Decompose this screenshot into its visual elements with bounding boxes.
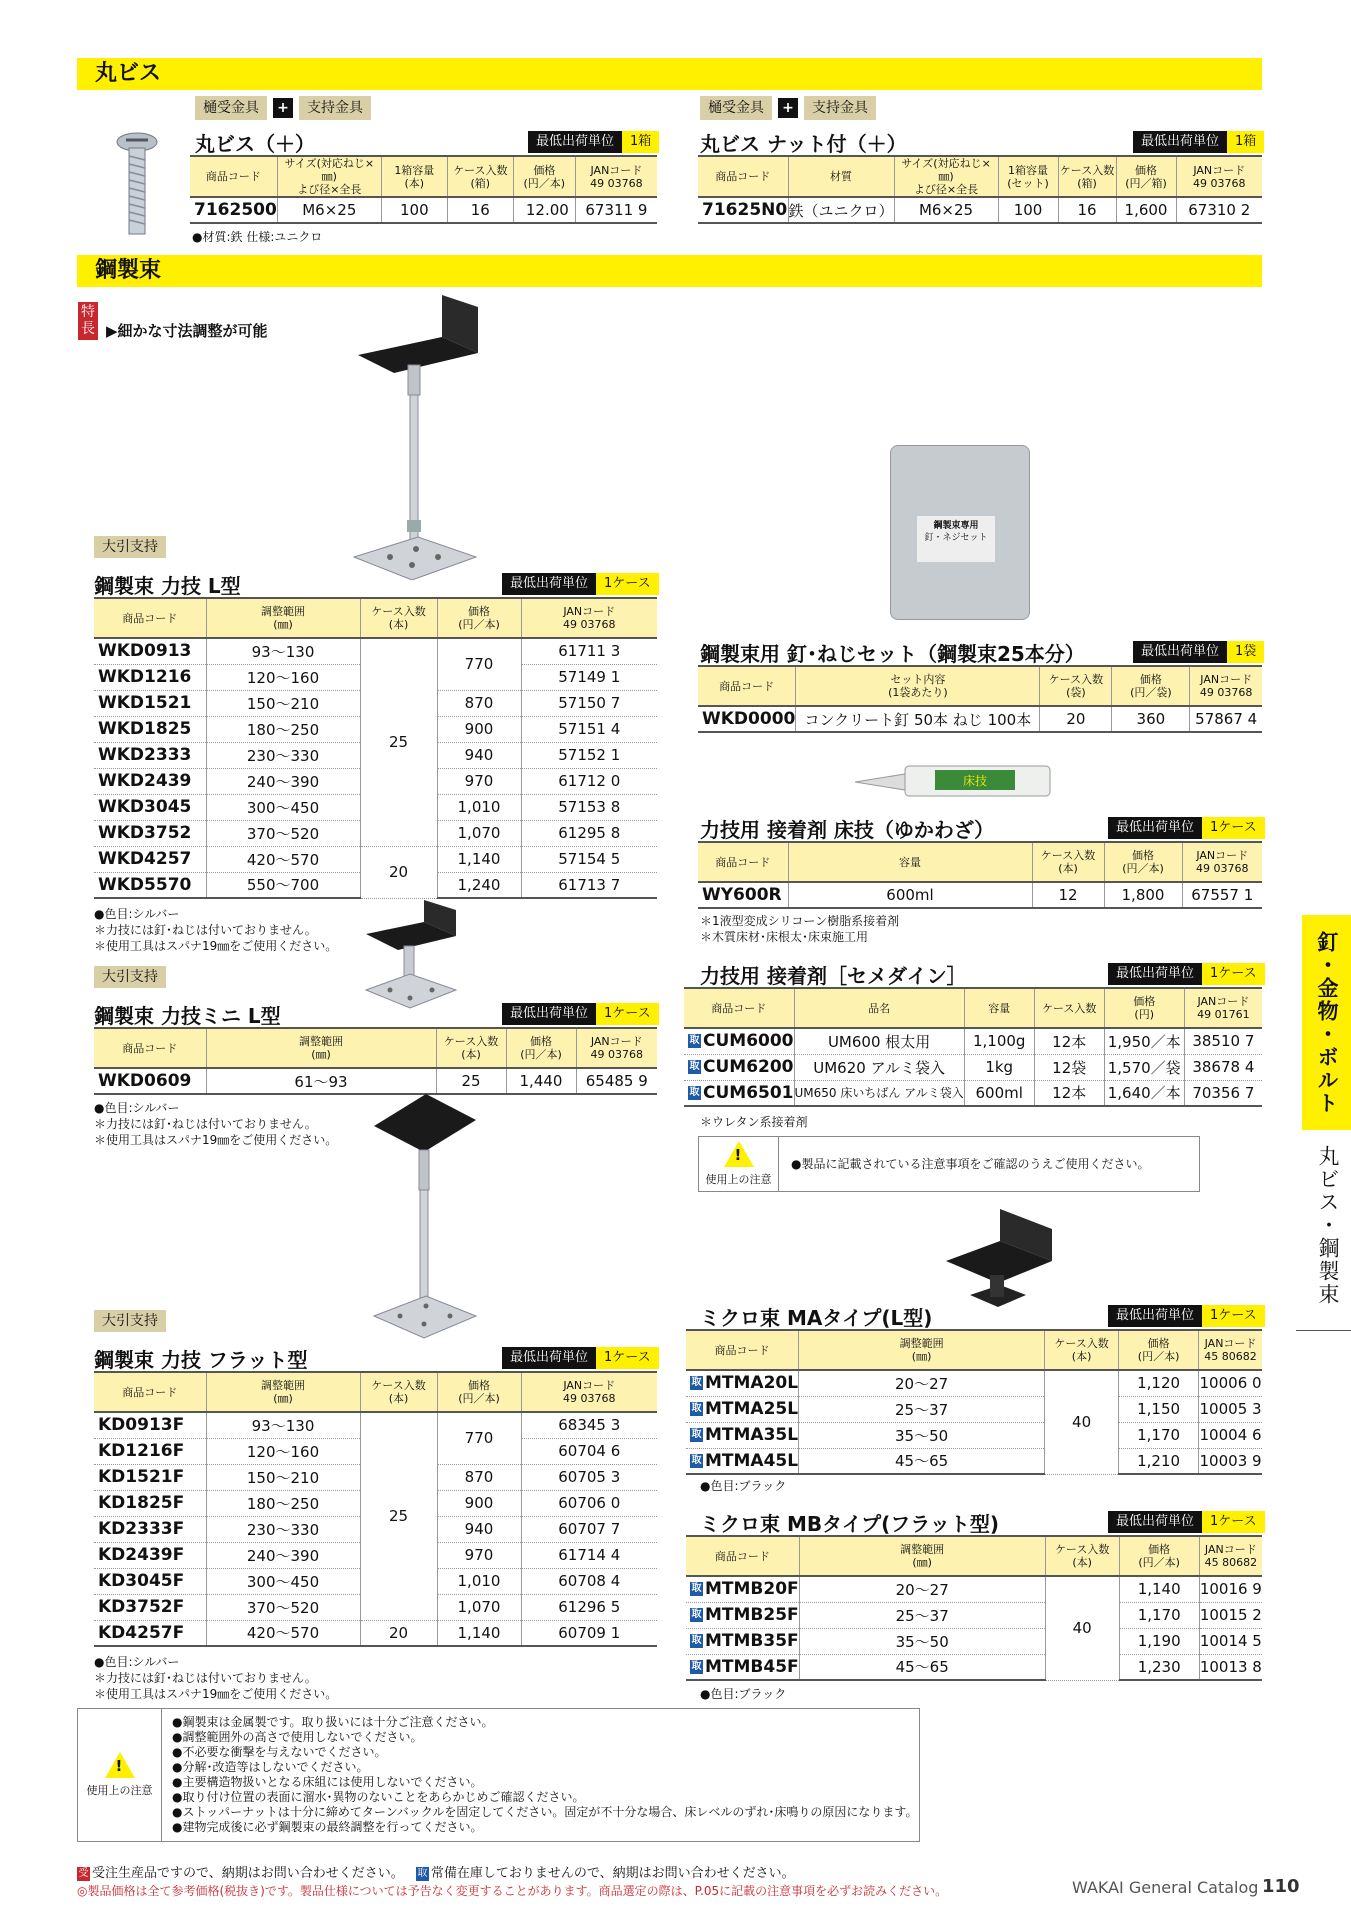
moq-value: 1箱 [1227, 131, 1264, 153]
note-line: ●色目:シルバー [94, 907, 180, 921]
flat-notes [94, 1654, 337, 1702]
stock-mark: 取 [417, 1867, 428, 1879]
moq-label: 最低出荷単位 [502, 1003, 596, 1025]
table-row: WKD4257 420～570 20 1,140 57154 5 [94, 846, 657, 872]
table-row: 取 MTMA35L 35～50 1,170 10004 6 [686, 1422, 1262, 1448]
col-header: 商品コード [698, 842, 788, 882]
ma-note: ●色目:ブラック [700, 1479, 787, 1493]
col-header: ケース入数 (本) [1045, 1536, 1119, 1576]
col-header: ケース入数 (本) [436, 1028, 506, 1068]
yuka-notes [700, 913, 899, 945]
caution-lines [172, 1715, 917, 1835]
col-header: 調整範囲 (㎜) [799, 1330, 1045, 1370]
table-row: 取 MTMB45F 45～65 1,230 10013 8 [686, 1654, 1262, 1680]
note-line: ＊力技には釘･ねじは付いておりません。 [94, 1117, 317, 1131]
table-row: WY600R 600ml 12 1,800 67557 1 [698, 882, 1262, 908]
table-row: 取 MTMA20L 20～27 40 1,120 10006 0 [686, 1370, 1262, 1396]
moq-label: 最低出荷単位 [1108, 817, 1202, 839]
steel-post-flat-image [370, 1090, 480, 1340]
yuka-table [698, 841, 1262, 909]
note-line: ＊使用工具はスパナ19㎜をご使用ください。 [94, 939, 338, 953]
table-row: KD1216F 120～160 60704 6 [94, 1438, 657, 1464]
maru2-moq [1133, 131, 1264, 153]
table-row: WKD1825 180～250 900 57151 4 [94, 716, 657, 742]
col-header: 価格 (円／本) [437, 1372, 521, 1412]
col-header: ケース入数 (本) [360, 598, 437, 638]
stock-mark: 取 [689, 1086, 700, 1098]
col-header: JANコード 49 01761 [1184, 988, 1262, 1028]
col-header: JANコード 45 80682 [1199, 1536, 1262, 1576]
col-header: 商品コード [94, 1028, 206, 1068]
col-header: 価格 (円) [1104, 988, 1184, 1028]
col-header: サイズ(対応ねじ×㎜) よび径×全長 [894, 156, 998, 197]
mini-subtag: 大引支持 [94, 966, 166, 988]
side-tab-subcategory: 丸ビス・鋼製束 [1316, 1145, 1340, 1306]
col-header: ケース入数 (本) [1045, 1330, 1119, 1370]
col-header: 材質 [788, 156, 894, 197]
product-code: MTMB45F [705, 1656, 799, 1677]
stock-mark: 取 [691, 1609, 702, 1620]
nail-moq [1133, 641, 1264, 663]
caution-box-small [698, 1136, 1200, 1192]
steel-post-l-image [350, 295, 480, 580]
ma-table [686, 1329, 1262, 1475]
stock-mark: 取 [691, 1454, 702, 1466]
catalog-name: WAKAI General Catalog [1072, 1878, 1259, 1897]
maru1-title: 丸ビス（＋） [195, 132, 315, 156]
product-code: CUM6200 [703, 1057, 794, 1077]
l-notes [94, 906, 337, 954]
stock-mark: 取 [689, 1061, 700, 1072]
stock-mark: 取 [691, 1635, 702, 1646]
note-line: ＊使用工具はスパナ19㎜をご使用ください。 [94, 1687, 338, 1701]
feature-text: ▶細かな寸法調整が可能 [106, 322, 268, 340]
flat-title: 鋼製束 力技 フラット型 [94, 1348, 308, 1372]
table-row: WKD3045 300～450 1,010 57153 8 [94, 794, 657, 820]
col-header: JANコード 49 03768 [521, 1372, 657, 1412]
col-header: 商品コード [698, 156, 788, 197]
table-row: KD1825F 180～250 900 60706 0 [94, 1490, 657, 1516]
col-header: 商品コード [190, 156, 277, 197]
col-header: ケース入数 (箱) [1058, 156, 1116, 197]
footer-disclaimer: ◎製品価格は全て参考価格(税抜き)です。製品仕様については予告なく変更することがあります。商品選定の際は、P.05に記載の注意事項を必ずお読みください。 [77, 1884, 948, 1898]
nail-set-bag-image [890, 445, 1030, 620]
ma-title: ミクロ束 MAタイプ(L型) [700, 1306, 933, 1330]
caution-line: ●取り付け位置の表面に溜水･異物のないことをあらかじめご確認ください。 [172, 1790, 585, 1804]
moq-label: 最低出荷単位 [1108, 1305, 1202, 1327]
table-row: KD1521F 150～210 870 60705 3 [94, 1464, 657, 1490]
mini-moq [502, 1003, 659, 1025]
l-subtag: 大引支持 [94, 536, 166, 558]
col-header: 価格 (円／本) [1119, 1330, 1199, 1370]
caution-line: ●主要構造物扱いとなる床組には使用しないでください。 [172, 1775, 483, 1789]
table-row: WKD3752 370～520 1,070 61295 8 [94, 820, 657, 846]
caution-line: ●分解･改造等はしないでください。 [172, 1760, 369, 1774]
mini-notes [94, 1100, 337, 1148]
product-code: MTMA45L [705, 1450, 799, 1471]
caution-line: ●鋼製束は金属製です。取り扱いには十分ご注意ください。 [172, 1715, 494, 1729]
col-header: 商品コード [698, 666, 796, 706]
table-row: WKD2333 230～330 940 57152 1 [94, 742, 657, 768]
moq-value: 1ケース [1202, 1511, 1265, 1533]
note-line: ＊1液型変成シリコーン樹脂系接着剤 [700, 914, 900, 928]
maru1-moq [528, 131, 659, 153]
page-number: 110 [1262, 1876, 1300, 1897]
col-header: 価格 (円／箱) [1116, 156, 1176, 197]
plus-icon: + [778, 98, 798, 118]
yuka-moq [1108, 817, 1265, 839]
maru2-title: 丸ビス ナット付（＋） [700, 132, 907, 156]
maru1-note: ●材質:鉄 仕様:ユニクロ [192, 230, 323, 244]
tag: 樋受金具 [700, 96, 772, 120]
col-header: 1箱容量 (本) [381, 156, 447, 197]
col-header: 商品コード [684, 988, 794, 1028]
mb-note: ●色目:ブラック [700, 1687, 787, 1701]
note-line: ●色目:シルバー [94, 1101, 180, 1115]
table-row: 7162500 M6×25 100 16 12.00 67311 9 [190, 197, 657, 223]
product-code: MTMA25L [705, 1399, 799, 1419]
col-header: ケース入数 [1034, 988, 1104, 1028]
moq-value: 1ケース [596, 1347, 659, 1369]
col-header: JANコード 49 03768 [521, 598, 657, 638]
col-header: ケース入数 (本) [1032, 842, 1104, 882]
caution-line: ●不必要な衝撃を与えないでください。 [172, 1745, 387, 1759]
table-row: 取 CUM6000 UM600 根太用 1,100g 12本 1,950／本 38510 7 [684, 1028, 1262, 1054]
moq-label: 最低出荷単位 [1108, 963, 1202, 985]
tube-label: 床技 [962, 774, 988, 788]
stock-mark: 取 [691, 1377, 702, 1389]
table-row: 取 CUM6501 UM650 床いちばん アルミ袋入 600ml 12本 1,640／本 70356 7 [684, 1080, 1262, 1106]
table-row: KD2439F 240～390 970 61714 4 [94, 1542, 657, 1568]
table-row: WKD1521 150～210 870 57150 7 [94, 690, 657, 716]
cema-moq [1108, 963, 1265, 985]
table-row: WKD2439 240～390 970 61712 0 [94, 768, 657, 794]
mini-table [94, 1027, 657, 1095]
table-row: KD2333F 230～330 940 60707 7 [94, 1516, 657, 1542]
mb-moq [1108, 1511, 1265, 1533]
flat-table [94, 1371, 657, 1647]
l-title: 鋼製束 力技 L型 [94, 574, 241, 598]
col-header: 価格 (円／本) [437, 598, 521, 638]
table-row: KD0913F 93～130 25 770 68345 3 [94, 1412, 657, 1438]
stock-mark: 取 [691, 1403, 702, 1414]
steel-post-mini-image [360, 900, 460, 1010]
col-header: 1箱容量 (セット) [998, 156, 1058, 197]
caution-text: ●製品に記載されている注意事項をご確認のうえご使用ください。 [791, 1157, 1150, 1171]
col-header: サイズ(対応ねじ×㎜) よび径×全長 [277, 156, 381, 197]
moq-value: 1箱 [622, 131, 659, 153]
maru1-tags [195, 96, 377, 120]
table-row: KD3045F 300～450 1,010 60708 4 [94, 1568, 657, 1594]
order-mark: 受 [78, 1867, 89, 1879]
product-code: MTMB35F [705, 1631, 799, 1651]
col-header: 価格 (円／本) [513, 156, 575, 197]
col-header: 価格 (円／本) [1104, 842, 1182, 882]
moq-label: 最低出荷単位 [502, 1347, 596, 1369]
stock-mark: 取 [689, 1035, 700, 1047]
maru1-table [190, 155, 657, 224]
moq-value: 1ケース [1202, 1305, 1265, 1327]
table-row: 取 MTMB25F 25～37 1,170 10015 2 [686, 1602, 1262, 1628]
col-header: 価格 (円／本) [506, 1028, 576, 1068]
caution-line: ●建物完成後に必ず鋼製束の最終調整を行ってください。 [172, 1820, 483, 1834]
col-header: ケース入数 (袋) [1040, 666, 1112, 706]
l-moq [502, 573, 659, 595]
col-header: ケース入数 (本) [360, 1372, 437, 1412]
mb-title: ミクロ束 MBタイプ(フラット型) [700, 1512, 999, 1536]
col-header: 容量 [964, 988, 1034, 1028]
feature-badge [78, 302, 98, 340]
mb-table [686, 1535, 1262, 1681]
col-header: セット内容 (1袋あたり) [796, 666, 1040, 706]
col-header: 品名 [794, 988, 964, 1028]
footer-text: 常備在庫しておりませんので、納期はお問い合わせください。 [430, 1866, 795, 1881]
product-code: MTMB25F [705, 1605, 799, 1625]
maru2-table [698, 155, 1262, 224]
screw-image [112, 130, 162, 240]
bag-label: 鋼製束専用 [933, 521, 979, 531]
tag: 支持金具 [299, 96, 371, 120]
flat-moq [502, 1347, 659, 1369]
ma-moq [1108, 1305, 1265, 1327]
col-header: JANコード 49 03768 [575, 156, 657, 197]
caution-label: 使用上の注意 [86, 1784, 153, 1797]
moq-value: 1ケース [1202, 963, 1265, 985]
product-code: MTMA35L [705, 1425, 799, 1445]
mini-title: 鋼製束 力技ミニ L型 [94, 1004, 281, 1028]
product-code: CUM6501 [703, 1082, 794, 1103]
moq-label: 最低出荷単位 [1133, 641, 1227, 663]
warning-icon: ! 使用上の注意 [699, 1137, 779, 1191]
col-header: JANコード 49 03768 [1190, 666, 1262, 706]
note-line: ＊木質床材･床根太･床束施工用 [700, 930, 869, 944]
table-row: WKD5570 550～700 1,240 61713 7 [94, 872, 657, 898]
side-divider [1296, 1330, 1351, 1331]
cema-note: ＊ウレタン系接着剤 [700, 1115, 808, 1129]
note-line: ＊力技には釘･ねじは付いておりません。 [94, 923, 317, 937]
col-header: 調整範囲 (㎜) [206, 1372, 360, 1412]
stock-mark: 取 [691, 1660, 702, 1672]
col-header: 調整範囲 (㎜) [206, 598, 360, 638]
col-header: 商品コード [686, 1330, 799, 1370]
note-line: ●色目:シルバー [94, 1655, 180, 1669]
tag: 樋受金具 [195, 96, 267, 120]
yuka-title: 力技用 接着剤 床技（ゆかわざ） [700, 818, 995, 842]
moq-value: 1ケース [1202, 817, 1265, 839]
col-header: JANコード 49 03768 [1176, 156, 1262, 197]
feature-badge-char: 特 [81, 304, 95, 320]
table-row: KD4257F 420～570 20 1,140 60709 1 [94, 1620, 657, 1646]
warning-icon: ! 使用上の注意 [78, 1709, 162, 1841]
moq-value: 1袋 [1227, 641, 1264, 663]
micro-post-image [940, 1205, 1060, 1315]
col-header: JANコード 49 03768 [1182, 842, 1262, 882]
side-tab-category[interactable]: 釘・金物・ボルト [1302, 915, 1351, 1130]
caution-box-large [77, 1708, 920, 1842]
moq-label: 最低出荷単位 [1108, 1511, 1202, 1533]
l-table [94, 597, 657, 899]
bag-label: 釘・ネジセット [924, 533, 988, 543]
moq-label: 最低出荷単位 [1133, 131, 1227, 153]
nail-title: 鋼製束用 釘･ねじセット（鋼製束25本分） [700, 642, 1085, 666]
table-row: 71625N0 鉄（ユニクロ） M6×25 100 16 1,600 67310 2 [698, 197, 1262, 223]
table-row: WKD0000 コンクリート釘 50本 ねじ 100本 20 360 57867 4 [698, 706, 1262, 732]
section-title-kousei: 鋼製束 [77, 255, 1262, 287]
table-row: KD3752F 370～520 1,070 61296 5 [94, 1594, 657, 1620]
table-row: WKD0609 61～93 25 1,440 65485 9 [94, 1068, 657, 1094]
col-header: 商品コード [686, 1536, 799, 1576]
caution-line: ●ストッパーナットは十分に締めてターンバックルを固定してください。固定が不十分な場合、床レベルのずれ･床鳴りの原因になります。 [172, 1805, 918, 1819]
maru2-tags [700, 96, 882, 120]
moq-value: 1ケース [596, 1003, 659, 1025]
table-row: 取 MTMB35F 35～50 1,190 10014 5 [686, 1628, 1262, 1654]
cema-title: 力技用 接着剤［セメダイン］ [700, 964, 967, 988]
adhesive-tube-image [855, 752, 1055, 802]
tag: 支持金具 [804, 96, 876, 120]
product-code: CUM6000 [703, 1031, 794, 1052]
moq-value: 1ケース [596, 573, 659, 595]
stock-mark: 取 [691, 1583, 702, 1595]
col-header: JANコード 49 03768 [576, 1028, 657, 1068]
caution-line: ●調整範囲外の高さで使用しないでください。 [172, 1730, 423, 1744]
feature-badge-char: 長 [81, 321, 95, 337]
moq-label: 最低出荷単位 [502, 573, 596, 595]
footer-line1 [77, 1862, 795, 1881]
col-header: 容量 [788, 842, 1032, 882]
table-row: 取 MTMA45L 45～65 1,210 10003 9 [686, 1448, 1262, 1474]
col-header: 調整範囲 (㎜) [799, 1536, 1045, 1576]
table-row: 取 CUM6200 UM620 アルミ袋入 1kg 12袋 1,570／袋 38678 4 [684, 1054, 1262, 1080]
table-row: 取 MTMB20F 20～27 40 1,140 10016 9 [686, 1576, 1262, 1602]
note-line: ＊力技には釘･ねじは付いておりません。 [94, 1671, 317, 1685]
col-header: 価格 (円／本) [1119, 1536, 1199, 1576]
stock-mark: 取 [691, 1429, 702, 1440]
note-line: ＊使用工具はスパナ19㎜をご使用ください。 [94, 1133, 338, 1147]
flat-subtag: 大引支持 [94, 1310, 166, 1332]
cema-table [684, 987, 1262, 1107]
col-header: 商品コード [94, 1372, 206, 1412]
table-row: 取 MTMA25L 25～37 1,150 10005 3 [686, 1396, 1262, 1422]
nail-table [698, 665, 1262, 733]
plus-icon: + [273, 98, 293, 118]
col-header: 調整範囲 (㎜) [206, 1028, 436, 1068]
col-header: 価格 (円／袋) [1112, 666, 1190, 706]
section-title-maru-bis: 丸ビス [77, 58, 1262, 90]
product-code: MTMA20L [705, 1373, 799, 1394]
table-row: WKD0913 93～130 25 770 61711 3 [94, 638, 657, 664]
col-header: 商品コード [94, 598, 206, 638]
caution-label: 使用上の注意 [705, 1173, 772, 1186]
col-header: JANコード 45 80682 [1199, 1330, 1262, 1370]
col-header: ケース入数 (箱) [447, 156, 513, 197]
moq-label: 最低出荷単位 [528, 131, 622, 153]
footer-text: 受注生産品ですので、納期はお問い合わせください。 [92, 1866, 404, 1881]
product-code: MTMB20F [705, 1579, 799, 1600]
table-row: WKD1216 120～160 57149 1 [94, 664, 657, 690]
